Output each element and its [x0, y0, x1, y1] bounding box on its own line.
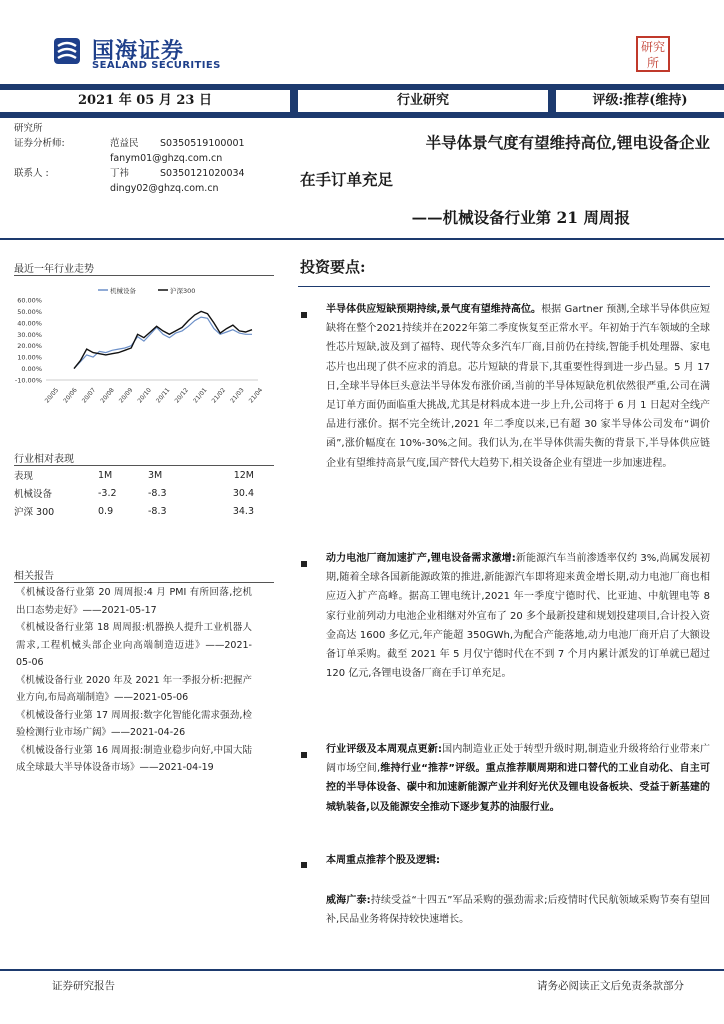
- y-tick-label: 50.00%: [17, 307, 42, 316]
- report-subtitle: ——机械设备行业第 21 周周报: [411, 208, 630, 227]
- rating-box: [556, 90, 724, 112]
- x-tick-label: 20/12: [173, 386, 190, 405]
- category-box: [298, 90, 548, 112]
- table-cell: 沪深 300: [14, 507, 55, 518]
- related-heading: 相关报告: [14, 571, 54, 582]
- title-divider: [0, 238, 724, 240]
- institute-seal: [636, 36, 670, 72]
- x-tick-label: 21/04: [247, 386, 265, 405]
- paragraph-1-text: 根据 Gartner 预测,全球半导体供应短缺将在整个2021持续并在2022年第二季度恢复至正常水平。年初始于汽车领域的全球性芯片短缺,波及到了福特、现代等众多汽车厂商,目前仍在持续,智能手机处理器、家电芯片也出现了供不应求的消息。芯片短缺的背景下,其重要性得到进一步凸显。5 月 17 日,全球半导体巨头意法半导体发布涨价函,当前的半导体短缺危机依然很严重,公司在满足订单方面仍面临重大挑战,尤其是材料成本进一步上升,公司将于 6 月 1 日起对全线产品进行涨价。据不完全统计,2021 年二季度以来,已有超 30 家半导体公司发布“调价函”,涨价幅度在 10%-30%之间。我们认为,在半导体供需失衡的背景下,半导体供应链企业有望维持高景气度,国产替代大趋势下,相关设备企业有望进一步加速进程。: [326, 304, 710, 469]
- legend-label-hs300: 沪深300: [170, 287, 196, 295]
- performance-table: [14, 466, 254, 520]
- x-tick-label: 20/05: [43, 386, 61, 405]
- x-tick-label: 20/11: [154, 386, 172, 405]
- series-line-hs300: [74, 311, 252, 368]
- paragraph-battery: [326, 549, 710, 683]
- contact-id: S0350121020034: [160, 168, 245, 179]
- contact-label: 联系人 :: [14, 168, 49, 179]
- y-tick-label: 40.00%: [17, 319, 42, 328]
- bullet-3: [301, 752, 307, 758]
- footer-divider: [0, 969, 724, 971]
- table-header-cell: 1M: [98, 469, 113, 481]
- report-category: 行业研究: [396, 93, 449, 108]
- chart-legend: [98, 286, 195, 295]
- report-date: 2021 年 05 月 23 日: [78, 93, 212, 108]
- related-heading-rule: [14, 582, 274, 583]
- paragraph-2-lead: 动力电池厂商加速扩产,锂电设备需求激增:: [326, 553, 516, 564]
- trend-heading: 最近一年行业走势: [14, 264, 94, 275]
- related-report-item[interactable]: 《机械设备行业第 17 周周报:数字化智能化需求强劲,检验检测行业市场广阔》——2021-04-26: [16, 709, 252, 738]
- analyst-id: S0350519100001: [160, 138, 245, 149]
- table-cell: 30.4: [232, 487, 254, 499]
- contact-name: 丁祎: [110, 168, 130, 179]
- logo-text-cn: 国海证券: [92, 39, 185, 64]
- bullet-1: [301, 312, 307, 318]
- logo-text-en: SEALAND SECURITIES: [92, 60, 221, 71]
- x-tick-label: 20/08: [99, 386, 116, 405]
- header-bar: [0, 84, 724, 118]
- table-cell: -8.3: [148, 505, 167, 517]
- paragraph-rating: [326, 740, 710, 817]
- trend-heading-rule: [14, 275, 274, 276]
- report-title-line-2: 在手订单充足: [300, 170, 394, 189]
- date-box: [0, 90, 290, 112]
- institute-label: 研究所: [14, 123, 43, 134]
- contact-email[interactable]: dingy02@ghzq.com.cn: [110, 183, 219, 194]
- table-row: [14, 484, 254, 502]
- industry-rating: 评级:推荐(维持): [592, 93, 688, 108]
- related-report-item[interactable]: 《机械设备行业 2020 年及 2021 年一季报分析:把握产业方向,布局高端制造》——2021-05-06: [16, 674, 252, 703]
- table-header-cell: 12M: [233, 469, 254, 481]
- y-tick-label: 20.00%: [17, 342, 42, 351]
- table-cell: 0.9: [98, 505, 114, 517]
- x-tick-label: 21/02: [210, 386, 228, 405]
- seal-line-2: 所: [646, 56, 659, 70]
- x-tick-label: 21/03: [229, 386, 246, 405]
- legend-label-sector: 机械设备: [110, 287, 136, 295]
- related-report-item[interactable]: 《机械设备行业第 18 周周报:机器换人提升工业机器人需求,工程机械头部企业向高端制造迈进》——2021-05-06: [16, 622, 252, 668]
- table-cell: 34.3: [232, 505, 254, 517]
- paragraph-picks-heading: [326, 851, 710, 870]
- analyst-name: 范益民: [110, 138, 139, 149]
- report-title-line-1: 半导体景气度有望维持高位,锂电设备企业: [425, 133, 710, 152]
- trend-chart: [10, 280, 272, 430]
- related-report-item[interactable]: 《机械设备行业第 16 周周报:制造业稳步向好,中国大陆成全球最大半导体设备市场》——2021-04-19: [16, 744, 252, 773]
- paragraph-semiconductor: [326, 300, 710, 473]
- y-tick-label: 10.00%: [17, 353, 42, 362]
- related-reports-list: [16, 584, 252, 777]
- x-axis: [44, 380, 265, 404]
- analyst-label: 证券分析师:: [14, 138, 65, 149]
- paragraph-5-text: 持续受益“十四五”军品采购的强劲需求;后疫情时代民航领域采购节奏有望回补,民品业务将保持较快速增长。: [326, 895, 711, 926]
- table-header-row: [14, 466, 254, 484]
- table-header-cell: 3M: [148, 469, 163, 481]
- x-tick-label: 20/09: [117, 386, 135, 405]
- bullet-2: [301, 561, 307, 567]
- table-cell: -3.2: [98, 487, 117, 499]
- chart-lines: [74, 311, 252, 368]
- paragraph-1-lead: 半导体供应短缺预期持续,景气度有望维持高位。: [326, 304, 542, 315]
- y-tick-label: 60.00%: [17, 296, 42, 305]
- table-header-cell: 表现: [14, 471, 34, 482]
- paragraph-3-text: 国内制造业正处于转型升级时期,制造业升级将给行业带来广阔市场空间,: [326, 744, 711, 775]
- related-report-item[interactable]: 《机械设备行业第 20 周周报:4 月 PMI 有所回落,挖机出口态势走好》——2021-05-17: [16, 587, 252, 616]
- x-tick-label: 21/01: [192, 386, 209, 405]
- bullet-4: [301, 862, 307, 868]
- y-tick-label: -10.00%: [14, 376, 42, 385]
- investment-heading-rule: [298, 286, 710, 287]
- paragraph-4-lead: 本周重点推荐个股及逻辑:: [326, 855, 440, 866]
- paragraph-weihai: [326, 891, 710, 929]
- analyst-email[interactable]: fanym01@ghzq.com.cn: [110, 153, 223, 164]
- paragraph-5-lead: 威海广泰:: [326, 895, 371, 906]
- footer-right: 请务必阅读正文后免责条款部分: [537, 980, 684, 992]
- performance-heading: 行业相对表现: [14, 454, 74, 465]
- y-tick-label: 30.00%: [17, 330, 42, 339]
- paragraph-3-emphasis: 维持行业“推荐”评级。重点推荐顺周期和进口替代的工业自动化、自主可控的半导体设备、碳中和加速新能源产业并利好光伏及锂电设备板块、受益于新基建的城轨装备,以及能源安全推动下逐步复苏的油服行业。: [326, 763, 710, 813]
- table-cell: 机械设备: [14, 489, 53, 500]
- y-tick-label: 0.00%: [21, 365, 42, 374]
- table-row: [14, 502, 254, 520]
- table-cell: -8.3: [148, 487, 167, 499]
- investment-heading: 投资要点:: [300, 258, 366, 276]
- y-axis: [15, 297, 42, 385]
- x-tick-label: 20/10: [136, 386, 153, 405]
- sealand-logo-icon: [52, 36, 82, 66]
- footer-left: 证券研究报告: [52, 980, 115, 992]
- paragraph-3-lead: 行业评级及本周观点更新:: [326, 744, 442, 755]
- x-tick-label: 20/06: [62, 386, 79, 405]
- series-line-sector: [74, 317, 252, 369]
- x-tick-label: 20/07: [80, 386, 98, 405]
- seal-line-1: 研究: [640, 40, 665, 54]
- paragraph-2-text: 新能源汽车当前渗透率仅约 3%,尚属发展初期,随着全球各国新能源政策的推进,新能源汽车即将迎来黄金增长期,动力电池厂商也相应迈入扩产高峰。据高工锂电统计,2021 年一季度宁德时代、比亚迪、中航锂电等 8 家行业前列动力电池企业相继对外宣布了 20 多个最新投建和规划投建项目,合计投入资金高达 1600 多亿元,年产能超 350GWh,为配合产能落地,动力电池厂商开启了大额设备订单采购。截至 2021 年 5 月仅宁德时代在不到 7 个月内累计派发的订单就已超过 120 亿元,各锂电设备厂商在手订单充足。: [326, 553, 710, 680]
